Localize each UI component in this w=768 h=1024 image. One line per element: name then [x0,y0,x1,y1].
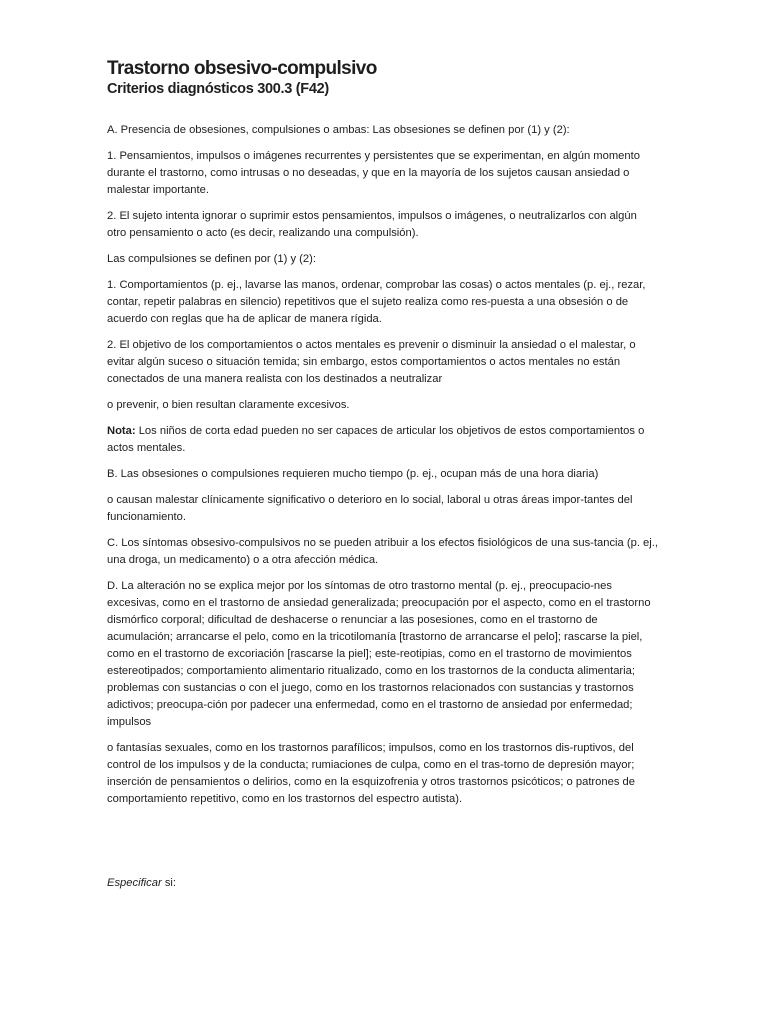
criterion-c: C. Los síntomas obsesivo-compulsivos no se pueden atribuir a los efectos fisiológicos de una sus-tancia (p. ej., una droga, un medicamento) o a otra afección médica. [107,537,658,566]
criterion-a-intro: A. Presencia de obsesiones, compulsiones o ambas: Las obsesiones se definen por (1) y (2): [107,124,570,136]
criterion-d-continued: o fantasías sexuales, como en los trastornos parafílicos; impulsos, como en los trastornos dis-ruptivos, del control de los impulsos y de la conducta; rumiaciones de culpa, como en el tras-torno de depresión mayor; inserción de pensamientos o delirios, como en la esquizofrenia y otros trastornos psicóticos; o patrones de comportamiento repetitivo, como en los trastornos del espectro autista). [107,742,635,805]
compulsion-item-2-continued: o prevenir, o bien resultan claramente excesivos. [107,399,350,411]
criterion-b: B. Las obsesiones o compulsiones requieren mucho tiempo (p. ej., ocupan más de una hora diaria) [107,468,599,480]
criterion-d: D. La alteración no se explica mejor por los síntomas de otro trastorno mental (p. ej., preocupacio-nes excesivas, como en el trastorno de ansiedad generalizada; preocupación por el aspecto, como en el trastorno dismórfico corporal; dificultad de deshacerse o renunciar a las posesiones, como en el trastorno de acumulación; arrancarse el pelo, como en la tricotilomanía [trastorno de arrancarse el pelo]; rascarse la piel, como en el trastorno de excoriación [rascarse la piel]; este-reotipias, como en el trastorno de movimientos estereotipados; comportamiento alimentario ritualizado, como en los trastornos de la conducta alimentaria; problemas con sustancias o con el juego, como en los trastornos relacionados con sustancias y trastornos adictivos; preocupa-ción por padecer una enfermedad, como en el trastorno de ansiedad por enfermedad; impulsos [107,580,651,728]
compulsions-intro: Las compulsiones se definen por (1) y (2): [107,253,316,265]
specify-line [107,875,659,892]
blank-space [107,817,659,875]
note-text: Los niños de corta edad pueden no ser capaces de articular los objetivos de estos comportamientos o actos mentales. [107,425,645,454]
document-page [107,58,659,892]
note-label: Nota: [107,425,136,437]
specify-rest: si: [161,877,177,889]
note-paragraph [107,423,659,457]
page-title: Trastorno obsesivo-compulsivo [107,58,377,79]
obsession-item-1: 1. Pensamientos, impulsos o imágenes recurrentes y persistentes que se experimentan, en algún momento durante el trastorno, como intrusas o no deseadas, y que en la mayoría de los sujetos causan ansiedad o malestar importante. [107,150,640,196]
page-subtitle: Criterios diagnósticos 300.3 (F42) [107,81,329,97]
obsession-item-2: 2. El sujeto intenta ignorar o suprimir estos pensamientos, impulsos o imágenes, o neutralizarlos con algún otro pensamiento o acto (es decir, realizando una compulsión). [107,210,637,239]
compulsion-item-1: 1. Comportamientos (p. ej., lavarse las manos, ordenar, comprobar las cosas) o actos mentales (p. ej., rezar, contar, repetir palabras en silencio) repetitivos que el sujeto realiza como res-puesta a una obsesión o de acuerdo con reglas que ha de aplicar de manera rígida. [107,279,646,325]
compulsion-item-2: 2. El objetivo de los comportamientos o actos mentales es prevenir o disminuir la ansiedad o el malestar, o evitar algún suceso o situación temida; sin embargo, estos comportamientos o actos mentales no están conectados de una manera realista con los destinados a neutralizar [107,339,636,385]
criterion-b-continued: o causan malestar clínicamente significativo o deterioro en lo social, laboral u otras áreas impor-tantes del funcionamiento. [107,494,633,523]
specify-italic: Especificar [107,877,162,889]
